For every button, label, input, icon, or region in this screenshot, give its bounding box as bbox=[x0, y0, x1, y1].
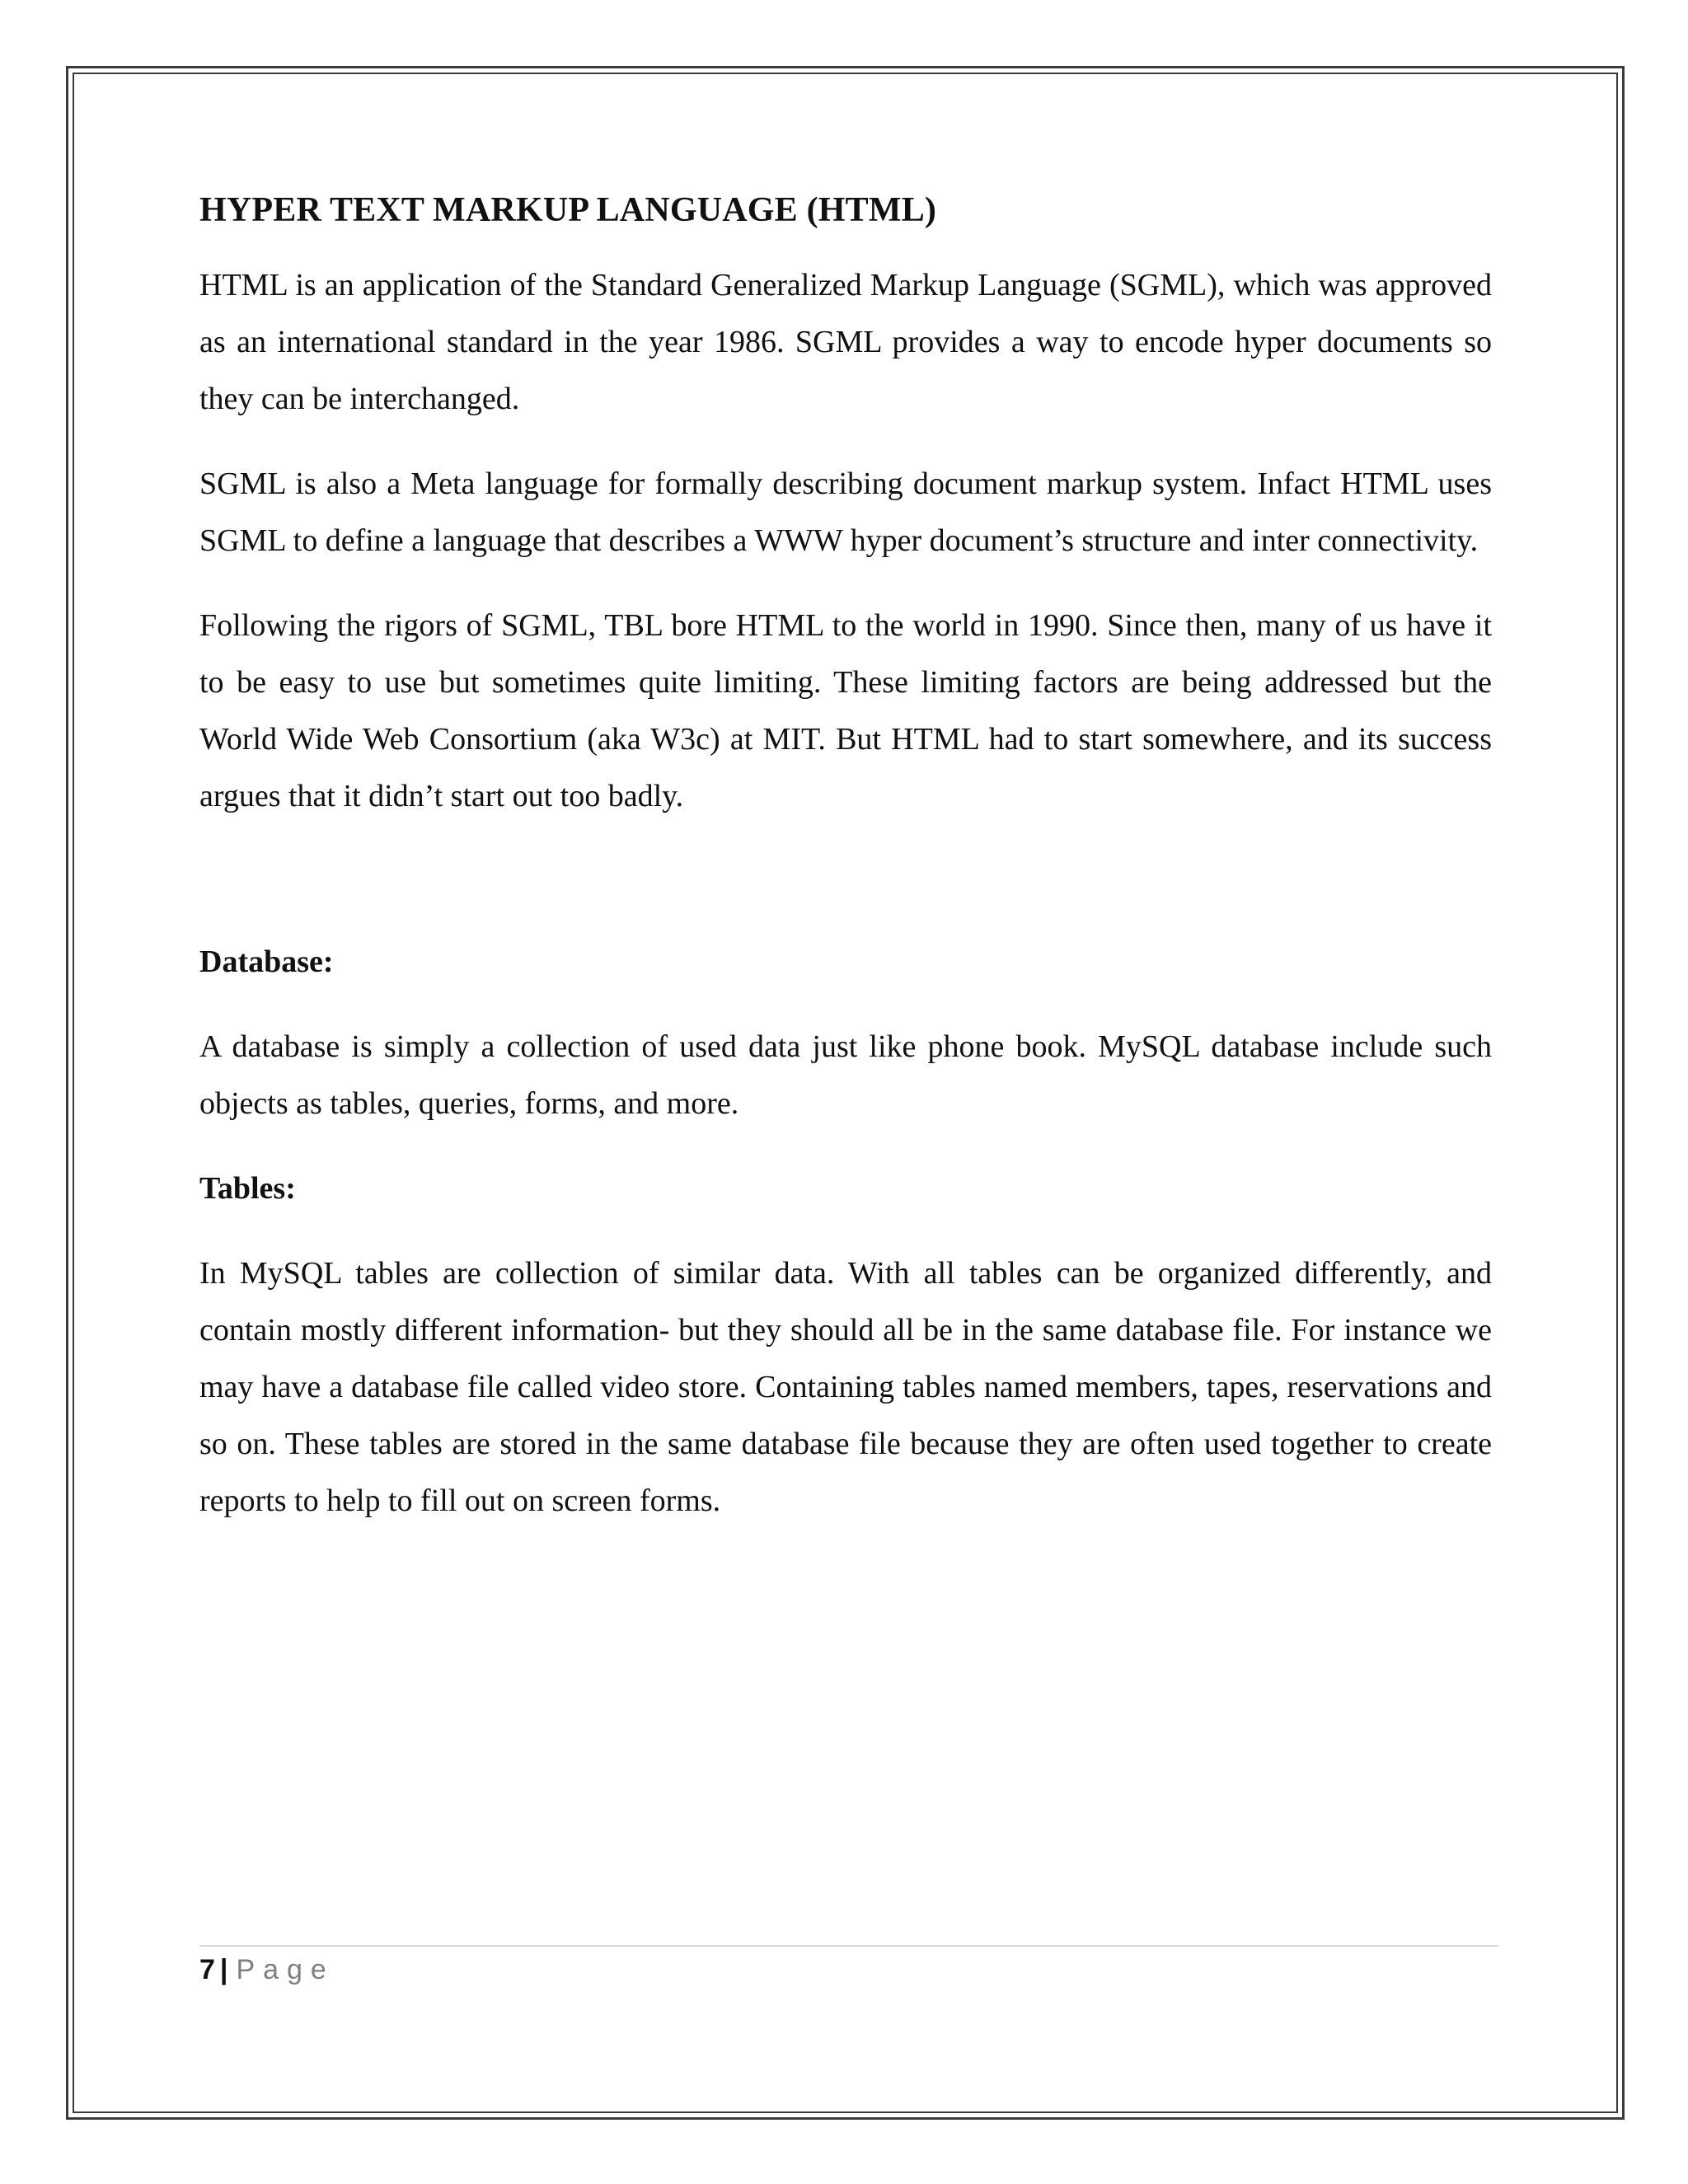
section-heading-database: Database: bbox=[199, 944, 334, 980]
html-paragraph-3: Following the rigors of SGML, TBL bore HTML to the world in 1990. Since then, many of us have it to be easy to use but sometimes quite limiting. These limiting factors are being addressed but the World Wide Web Consortium (aka W3c) at MIT. But HTML had to start somewhere, and its success argues that it didn’t start out too badly. bbox=[199, 608, 1492, 814]
section-heading-html: HYPER TEXT MARKUP LANGUAGE (HTML) bbox=[199, 191, 937, 229]
footer-divider bbox=[199, 1945, 1498, 1947]
html-paragraph-2: SGML is also a Meta language for formally describing document markup system. Infact HTML uses SGML to define a language that describes a WWW hyper document’s structure and inter connectivity. bbox=[199, 466, 1492, 559]
page-content bbox=[199, 190, 1492, 1558]
html-paragraph-1: HTML is an application of the Standard Generalized Markup Language (SGML), which was approved as an international standard in the year 1986. SGML provides a way to encode hyper documents so they can be interchanged. bbox=[199, 268, 1492, 417]
database-paragraph: A database is simply a collection of used data just like phone book. MySQL database include such objects as tables, queries, forms, and more. bbox=[199, 1029, 1492, 1122]
page-number: 7 bbox=[199, 1954, 215, 1985]
footer-separator: | bbox=[219, 1954, 228, 1985]
page-label: Page bbox=[236, 1954, 335, 1985]
tables-paragraph: In MySQL tables are collection of similar data. With all tables can be organized differently, and contain mostly different information- but they should all be in the same database file. For instance we may have a database file called video store. Containing tables named members, tapes, reservations and so on. These tables are stored in the same database file because they are often used together to create reports to help to fill out on screen forms. bbox=[199, 1256, 1492, 1519]
section-heading-tables: Tables: bbox=[199, 1171, 296, 1207]
page-footer bbox=[199, 1952, 335, 1988]
